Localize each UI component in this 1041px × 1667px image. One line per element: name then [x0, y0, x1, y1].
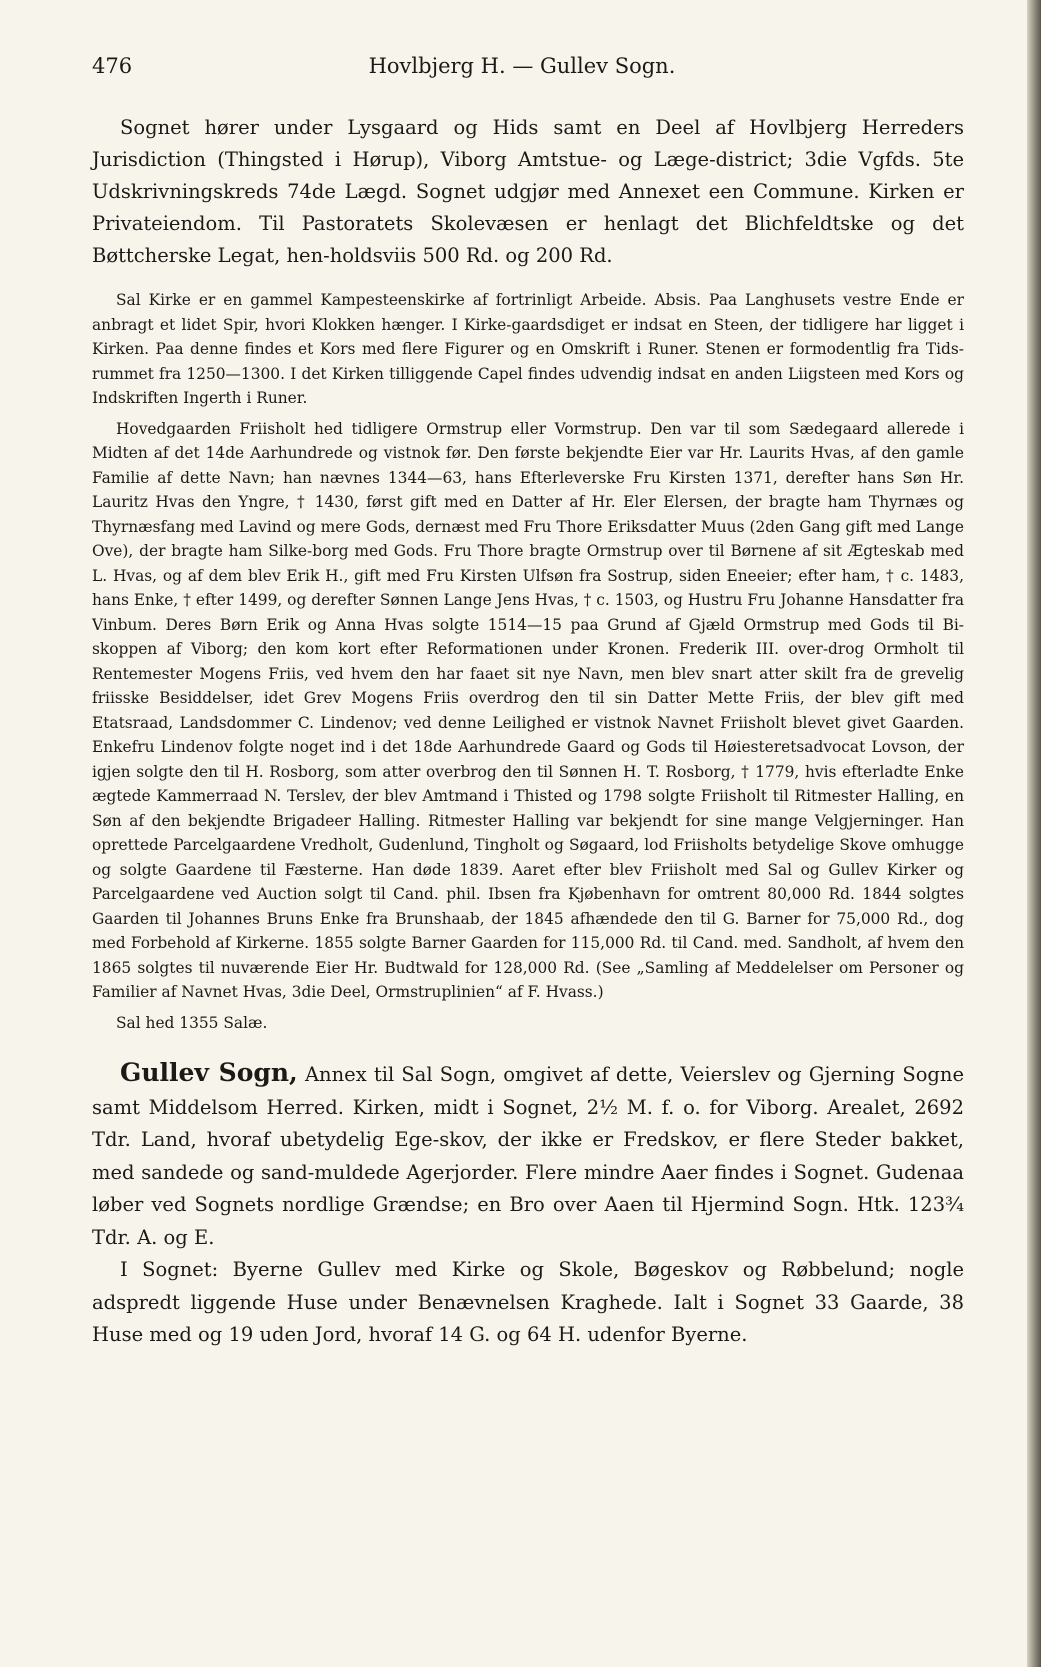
note-friisholt: Hovedgaarden Friisholt hed tidligere Ormstrup eller Vormstrup. Den var til som Sædegaard allerede i Midten af det 14de Aarhundrede og vistnok før. Den første bekjendte Eier var Hr. Laurits Hvas, af den gamle Familie af dette Navn; han nævnes 1344—63, hans Efterleverske Fru Kirsten 1371, derefter hans Søn Hr. Lauritz Hvas den Yngre, † 1430, først gift med en Datter af Hr. Eler Elersen, der bragte ham Thyrnæs og Thyrnæsfang med Lavind og mere Gods, dernæst med Fru Thore Eriksdatter Muus (2den Gang gift med Lange Ove), der bragte ham Silke-borg med Gods. Fru Thore bragte Ormstrup over til Børnene af sit Ægteskab med L. Hvas, og af dem blev Erik H., gift med Fru Kirsten Ulfsøn fra Sostrup, siden Eneeier; efter ham, † c. 1483, hans Enke, † efter 1499, og derefter Sønnen Lange Jens Hvas, † c. 1503, og Hustru Fru Johanne Hansdatter fra Vinbum. Deres Børn Erik og Anna Hvas solgte 1514—15 paa Grund af Gjæld Ormstrup med Gods til Bi-skoppen af Viborg; den kom kort efter Reformationen under Kronen. Frederik III. over-drog Ormholt til Rentemester Mogens Friis, ved hvem den har faaet sit nye Navn, men blev snart atter skilt fra de grevelig friisske Besiddelser, idet Grev Mogens Friis overdrog den til sin Datter Mette Friis, der blev gift med Etatsraad, Landsdommer C. Lindenov; ved denne Leilighed er vistnok Navnet Friisholt blevet givet Gaarden. Enkefru Lindenov folgte noget ind i det 18de Aarhundrede Gaard og Gods til Høiesteretsadvocat Lovson, der igjen solgte den til H. Rosborg, som atter overbrog den til Sønnen H. T. Rosborg, † 1779, hvis efterladte Enke ægtede Kammerraad N. Terslev, der blev Amtmand i Thisted og 1798 solgte Friisholt til Ritmester Halling, en Søn af den bekjendte Brigadeer Halling. Ritmester Halling var bekjendt for sine mange Velgjerninger. Han oprettede Parcelgaardene Vredholt, Gudenlund, Tingholt og Søgaard, lod Friisholts betydelige Skove omhugge og solgte Gaardene til Fæsterne. Han døde 1839. Aaret efter blev Friisholt med Sal og Gullev Kirker og Parcelgaardene ved Auction solgt til Cand. phil. Ibsen fra Kjøbenhavn for omtrent 80,000 Rd. 1844 solgtes Gaarden til Johannes Bruns Enke fra Brunshaab, der 1845 afhændede den til G. Barner for 75,000 Rd., dog med Forbehold af Kirkerne. 1855 solgte Barner Gaarden for 115,000 Rd. til Cand. med. Sandholt, af hvem den 1865 solgtes til nuværende Eier Hr. Budtwald for 128,000 Rd. (See „Samling af Meddelelser om Personer og Familier af Navnet Hvas, 3die Deel, Ormstruplinien“ af F. Hvass.)	[92, 419, 964, 1001]
note-church: Sal Kirke er en gammel Kampesteenskirke af fortrinligt Arbeide. Absis. Paa Langhusets vestre Ende er anbragt et lidet Spir, hvori Klokken hænger. I Kirke-gaardsdiget er indsat en Steen, der tidligere har ligget i Kirken. Paa denne findes et Kors med flere Figurer og en Omskrift i Runer. Stenen er formodentlig fra Tids-rummet fra 1250—1300. I det Kirken tilliggende Capel findes udvendig indsat en anden Liigsteen med Kors og Indskriften Ingerth i Runer.	[92, 291, 964, 407]
gullev-title: Gullev Sogn,	[120, 1058, 298, 1087]
page-content	[92, 112, 964, 1352]
page-number: 476	[92, 54, 133, 78]
gullev-section	[92, 1057, 964, 1254]
intro-paragraph: Sognet hører under Lysgaard og Hids samt en Deel af Hovlbjerg Herreders Jurisdiction (Thingsted i Hørup), Viborg Amtstue- og Læge-district; 3die Vgfds. 5te Udskrivningskreds 74de Lægd. Sognet udgjør med Annexet een Commune. Kirken er Privateiendom. Til Pastoratets Skolevæsen er henlagt det Blichfeldtske og det Bøttcherske Legat, hen-holdsviis 500 Rd. og 200 Rd.	[92, 116, 964, 267]
note-sal-name: Sal hed 1355 Salæ.	[116, 1013, 268, 1032]
page-edge	[1027, 0, 1041, 1667]
gullev-paragraph-2: I Sognet: Byerne Gullev med Kirke og Skole, Bøgeskov og Røbbelund; nogle adspredt liggende Huse under Benævnelsen Kraghede. Ialt i Sognet 33 Gaarde, 38 Huse med og 19 uden Jord, hvoraf 14 G. og 64 H. udenfor Byerne.	[92, 1258, 964, 1346]
page-header	[92, 54, 952, 86]
gullev-paragraph-1: Annex til Sal Sogn, omgivet af dette, Veierslev og Gjerning Sogne samt Middelsom Herred. Kirken, midt i Sognet, 2½ M. f. o. for Viborg. Arealet, 2692 Tdr. Land, hvoraf ubetydelig Ege-skov, der ikke er Fredskov, er flere Steder bakket, med sandede og sand-muldede Agerjorder. Flere mindre Aaer findes i Sognet. Gudenaa løber ved Sognets nordlige Grændse; en Bro over Aaen til Hjermind Sogn. Htk. 123¾ Tdr. A. og E.	[92, 1063, 965, 1249]
running-head: Hovlbjerg H. — Gullev Sogn.	[368, 54, 676, 78]
